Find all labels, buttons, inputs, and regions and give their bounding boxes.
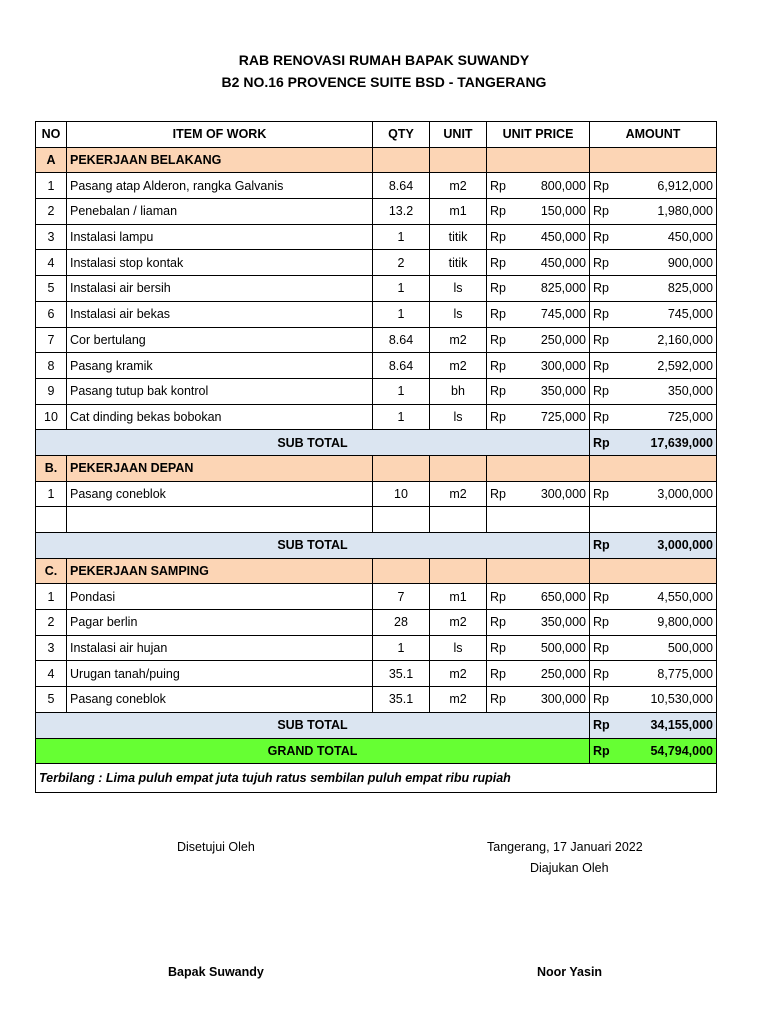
empty-cell — [373, 147, 430, 173]
table-row — [36, 276, 717, 302]
approved-label: Disetujui Oleh — [177, 840, 255, 854]
currency-label: Rp — [490, 641, 506, 656]
row-qty: 35.1 — [373, 687, 430, 713]
row-unit: ls — [430, 635, 487, 661]
row-unit: bh — [430, 378, 487, 404]
row-unit — [430, 507, 487, 533]
table-header-row — [36, 122, 717, 148]
table-row — [36, 481, 717, 507]
row-qty: 1 — [373, 276, 430, 302]
subtotal-value: 3,000,000 — [657, 538, 713, 553]
currency-label: Rp — [593, 409, 609, 424]
row-unit-price — [487, 199, 590, 225]
unit-price-value: 450,000 — [540, 255, 586, 270]
header-item: ITEM OF WORK — [67, 122, 373, 148]
terbilang-row — [36, 764, 717, 793]
currency-label: Rp — [490, 666, 506, 681]
row-unit-price — [487, 404, 590, 430]
table-row — [36, 224, 717, 250]
currency-label: Rp — [593, 692, 609, 707]
currency-label: Rp — [593, 743, 610, 758]
unit-price-value: 150,000 — [540, 204, 586, 219]
table-row — [36, 353, 717, 379]
table-row — [36, 661, 717, 687]
row-unit: titik — [430, 224, 487, 250]
subtotal-row — [36, 533, 717, 559]
row-amount — [590, 661, 717, 687]
section-name: PEKERJAAN SAMPING — [67, 558, 373, 584]
submitted-label: Diajukan Oleh — [530, 861, 609, 875]
currency-label: Rp — [593, 178, 609, 193]
row-number: 1 — [36, 173, 67, 199]
empty-cell — [430, 558, 487, 584]
row-unit: m2 — [430, 481, 487, 507]
row-unit: ls — [430, 301, 487, 327]
row-qty: 10 — [373, 481, 430, 507]
empty-cell — [430, 147, 487, 173]
row-amount — [590, 610, 717, 636]
row-item: Cor bertulang — [67, 327, 373, 353]
subtotal-value: 17,639,000 — [650, 435, 713, 450]
currency-label: Rp — [593, 718, 610, 733]
empty-cell — [430, 455, 487, 481]
row-qty — [373, 507, 430, 533]
row-qty: 13.2 — [373, 199, 430, 225]
section-name: PEKERJAAN BELAKANG — [67, 147, 373, 173]
row-amount — [590, 635, 717, 661]
amount-value: 825,000 — [667, 281, 713, 296]
row-number: 3 — [36, 635, 67, 661]
row-amount — [590, 378, 717, 404]
row-amount — [590, 173, 717, 199]
empty-cell — [487, 558, 590, 584]
subtotal-label: SUB TOTAL — [36, 533, 590, 559]
empty-cell — [590, 147, 717, 173]
row-item: Instalasi lampu — [67, 224, 373, 250]
row-unit: m2 — [430, 173, 487, 199]
row-qty: 8.64 — [373, 327, 430, 353]
row-unit: m2 — [430, 327, 487, 353]
currency-label: Rp — [593, 307, 609, 322]
unit-price-value: 300,000 — [540, 692, 586, 707]
row-qty: 35.1 — [373, 661, 430, 687]
amount-value: 450,000 — [667, 230, 713, 245]
unit-price-value: 450,000 — [540, 230, 586, 245]
amount-value: 2,160,000 — [657, 332, 713, 347]
subtotal-row — [36, 430, 717, 456]
row-item: Cat dinding bekas bobokan — [67, 404, 373, 430]
row-item: Urugan tanah/puing — [67, 661, 373, 687]
table-row — [36, 199, 717, 225]
row-qty: 1 — [373, 635, 430, 661]
row-item — [67, 507, 373, 533]
section-code: C. — [36, 558, 67, 584]
row-number: 5 — [36, 276, 67, 302]
header-unit: UNIT — [430, 122, 487, 148]
table-row — [36, 507, 717, 533]
unit-price-value: 300,000 — [540, 358, 586, 373]
row-unit-price — [487, 224, 590, 250]
amount-value: 8,775,000 — [657, 666, 713, 681]
empty-cell — [590, 455, 717, 481]
currency-label: Rp — [593, 255, 609, 270]
amount-value: 4,550,000 — [657, 589, 713, 604]
currency-label: Rp — [593, 538, 610, 553]
amount-value: 500,000 — [667, 641, 713, 656]
row-unit-price — [487, 276, 590, 302]
row-number: 3 — [36, 224, 67, 250]
section-header-row — [36, 558, 717, 584]
row-unit: titik — [430, 250, 487, 276]
currency-label: Rp — [490, 358, 506, 373]
section-header-row — [36, 147, 717, 173]
row-item: Penebalan / liaman — [67, 199, 373, 225]
row-amount — [590, 584, 717, 610]
row-amount — [590, 687, 717, 713]
unit-price-value: 800,000 — [540, 178, 586, 193]
row-unit-price — [487, 301, 590, 327]
row-unit: m2 — [430, 610, 487, 636]
currency-label: Rp — [490, 255, 506, 270]
amount-value: 9,800,000 — [657, 615, 713, 630]
unit-price-value: 350,000 — [540, 384, 586, 399]
amount-value: 350,000 — [667, 384, 713, 399]
table-row — [36, 687, 717, 713]
currency-label: Rp — [593, 230, 609, 245]
grand-total-amount — [590, 738, 717, 764]
amount-value: 10,530,000 — [650, 692, 713, 707]
section-name: PEKERJAAN DEPAN — [67, 455, 373, 481]
empty-cell — [487, 455, 590, 481]
currency-label: Rp — [490, 281, 506, 296]
row-unit-price — [487, 507, 590, 533]
row-item: Pasang kramik — [67, 353, 373, 379]
currency-label: Rp — [490, 692, 506, 707]
amount-value: 745,000 — [667, 307, 713, 322]
row-qty: 1 — [373, 404, 430, 430]
currency-label: Rp — [593, 435, 610, 450]
row-unit: ls — [430, 276, 487, 302]
row-item: Instalasi stop kontak — [67, 250, 373, 276]
currency-label: Rp — [490, 409, 506, 424]
subtotal-label: SUB TOTAL — [36, 430, 590, 456]
row-amount — [590, 327, 717, 353]
row-unit: ls — [430, 404, 487, 430]
row-item: Instalasi air bekas — [67, 301, 373, 327]
row-number: 2 — [36, 610, 67, 636]
unit-price-value: 300,000 — [540, 486, 586, 501]
unit-price-value: 825,000 — [540, 281, 586, 296]
currency-label: Rp — [490, 384, 506, 399]
row-number: 4 — [36, 250, 67, 276]
table-row — [36, 610, 717, 636]
row-qty: 1 — [373, 301, 430, 327]
terbilang-text: Terbilang : Lima puluh empat juta tujuh ratus sembilan puluh empat ribu rupiah — [36, 764, 717, 793]
amount-value: 2,592,000 — [657, 358, 713, 373]
subtotal-amount — [590, 533, 717, 559]
table-row — [36, 404, 717, 430]
currency-label: Rp — [593, 589, 609, 604]
approver-name: Bapak Suwandy — [168, 965, 264, 979]
row-qty: 8.64 — [373, 173, 430, 199]
row-qty: 8.64 — [373, 353, 430, 379]
row-item: Pasang coneblok — [67, 687, 373, 713]
amount-value: 6,912,000 — [657, 178, 713, 193]
row-amount — [590, 250, 717, 276]
currency-label: Rp — [490, 332, 506, 347]
row-number: 2 — [36, 199, 67, 225]
document-subtitle: B2 NO.16 PROVENCE SUITE BSD - TANGERANG — [221, 74, 547, 90]
row-number: 7 — [36, 327, 67, 353]
section-header-row — [36, 455, 717, 481]
unit-price-value: 350,000 — [540, 615, 586, 630]
submitter-name: Noor Yasin — [537, 965, 603, 979]
row-number: 9 — [36, 378, 67, 404]
row-number: 1 — [36, 584, 67, 610]
unit-price-value: 250,000 — [540, 666, 586, 681]
row-qty: 1 — [373, 378, 430, 404]
amount-value: 725,000 — [667, 409, 713, 424]
row-item: Instalasi air bersih — [67, 276, 373, 302]
amount-value: 900,000 — [667, 255, 713, 270]
row-number: 6 — [36, 301, 67, 327]
row-qty: 2 — [373, 250, 430, 276]
row-unit-price — [487, 173, 590, 199]
header-unit-price: UNIT PRICE — [487, 122, 590, 148]
currency-label: Rp — [490, 204, 506, 219]
unit-price-value: 650,000 — [540, 589, 586, 604]
row-unit: m1 — [430, 199, 487, 225]
section-code: A — [36, 147, 67, 173]
currency-label: Rp — [593, 641, 609, 656]
row-qty: 28 — [373, 610, 430, 636]
header-no: NO — [36, 122, 67, 148]
place-date: Tangerang, 17 Januari 2022 — [487, 840, 643, 854]
row-number: 1 — [36, 481, 67, 507]
row-item: Pagar berlin — [67, 610, 373, 636]
rab-table — [35, 121, 717, 793]
currency-label: Rp — [490, 178, 506, 193]
row-unit-price — [487, 661, 590, 687]
row-amount — [590, 301, 717, 327]
row-unit-price — [487, 610, 590, 636]
subtotal-value: 34,155,000 — [650, 718, 713, 733]
empty-cell — [487, 147, 590, 173]
amount-value: 1,980,000 — [657, 204, 713, 219]
currency-label: Rp — [593, 666, 609, 681]
section-code: B. — [36, 455, 67, 481]
row-unit: m2 — [430, 353, 487, 379]
currency-label: Rp — [490, 486, 506, 501]
empty-cell — [373, 558, 430, 584]
table-row — [36, 327, 717, 353]
row-amount — [590, 199, 717, 225]
amount-value: 3,000,000 — [657, 486, 713, 501]
header-amount: AMOUNT — [590, 122, 717, 148]
row-amount — [590, 276, 717, 302]
currency-label: Rp — [490, 615, 506, 630]
table-row — [36, 584, 717, 610]
row-qty: 1 — [373, 224, 430, 250]
unit-price-value: 500,000 — [540, 641, 586, 656]
row-unit-price — [487, 327, 590, 353]
row-amount — [590, 224, 717, 250]
table-row — [36, 173, 717, 199]
currency-label: Rp — [490, 589, 506, 604]
subtotal-row — [36, 712, 717, 738]
unit-price-value: 250,000 — [540, 332, 586, 347]
row-number: 4 — [36, 661, 67, 687]
grand-total-value: 54,794,000 — [650, 743, 713, 758]
table-row — [36, 635, 717, 661]
row-amount — [590, 404, 717, 430]
row-number: 5 — [36, 687, 67, 713]
header-qty: QTY — [373, 122, 430, 148]
row-item: Pondasi — [67, 584, 373, 610]
empty-cell — [373, 455, 430, 481]
row-item: Pasang coneblok — [67, 481, 373, 507]
unit-price-value: 725,000 — [540, 409, 586, 424]
empty-cell — [590, 558, 717, 584]
row-number — [36, 507, 67, 533]
table-row — [36, 250, 717, 276]
row-item: Instalasi air hujan — [67, 635, 373, 661]
subtotal-amount — [590, 430, 717, 456]
row-unit: m1 — [430, 584, 487, 610]
row-unit-price — [487, 635, 590, 661]
row-unit: m2 — [430, 661, 487, 687]
unit-price-value: 745,000 — [540, 307, 586, 322]
row-qty: 7 — [373, 584, 430, 610]
table-row — [36, 378, 717, 404]
currency-label: Rp — [593, 615, 609, 630]
row-item: Pasang atap Alderon, rangka Galvanis — [67, 173, 373, 199]
currency-label: Rp — [593, 332, 609, 347]
row-unit: m2 — [430, 687, 487, 713]
grand-total-row — [36, 738, 717, 764]
table-row — [36, 301, 717, 327]
subtotal-label: SUB TOTAL — [36, 712, 590, 738]
currency-label: Rp — [593, 358, 609, 373]
currency-label: Rp — [593, 486, 609, 501]
row-amount — [590, 481, 717, 507]
document-title: RAB RENOVASI RUMAH BAPAK SUWANDY — [238, 52, 530, 68]
currency-label: Rp — [593, 384, 609, 399]
currency-label: Rp — [593, 204, 609, 219]
row-unit-price — [487, 353, 590, 379]
currency-label: Rp — [593, 281, 609, 296]
row-number: 10 — [36, 404, 67, 430]
row-unit-price — [487, 250, 590, 276]
row-unit-price — [487, 378, 590, 404]
row-unit-price — [487, 481, 590, 507]
row-number: 8 — [36, 353, 67, 379]
grand-total-label: GRAND TOTAL — [36, 738, 590, 764]
row-amount — [590, 507, 717, 533]
row-item: Pasang tutup bak kontrol — [67, 378, 373, 404]
currency-label: Rp — [490, 307, 506, 322]
row-amount — [590, 353, 717, 379]
subtotal-amount — [590, 712, 717, 738]
row-unit-price — [487, 687, 590, 713]
row-unit-price — [487, 584, 590, 610]
currency-label: Rp — [490, 230, 506, 245]
